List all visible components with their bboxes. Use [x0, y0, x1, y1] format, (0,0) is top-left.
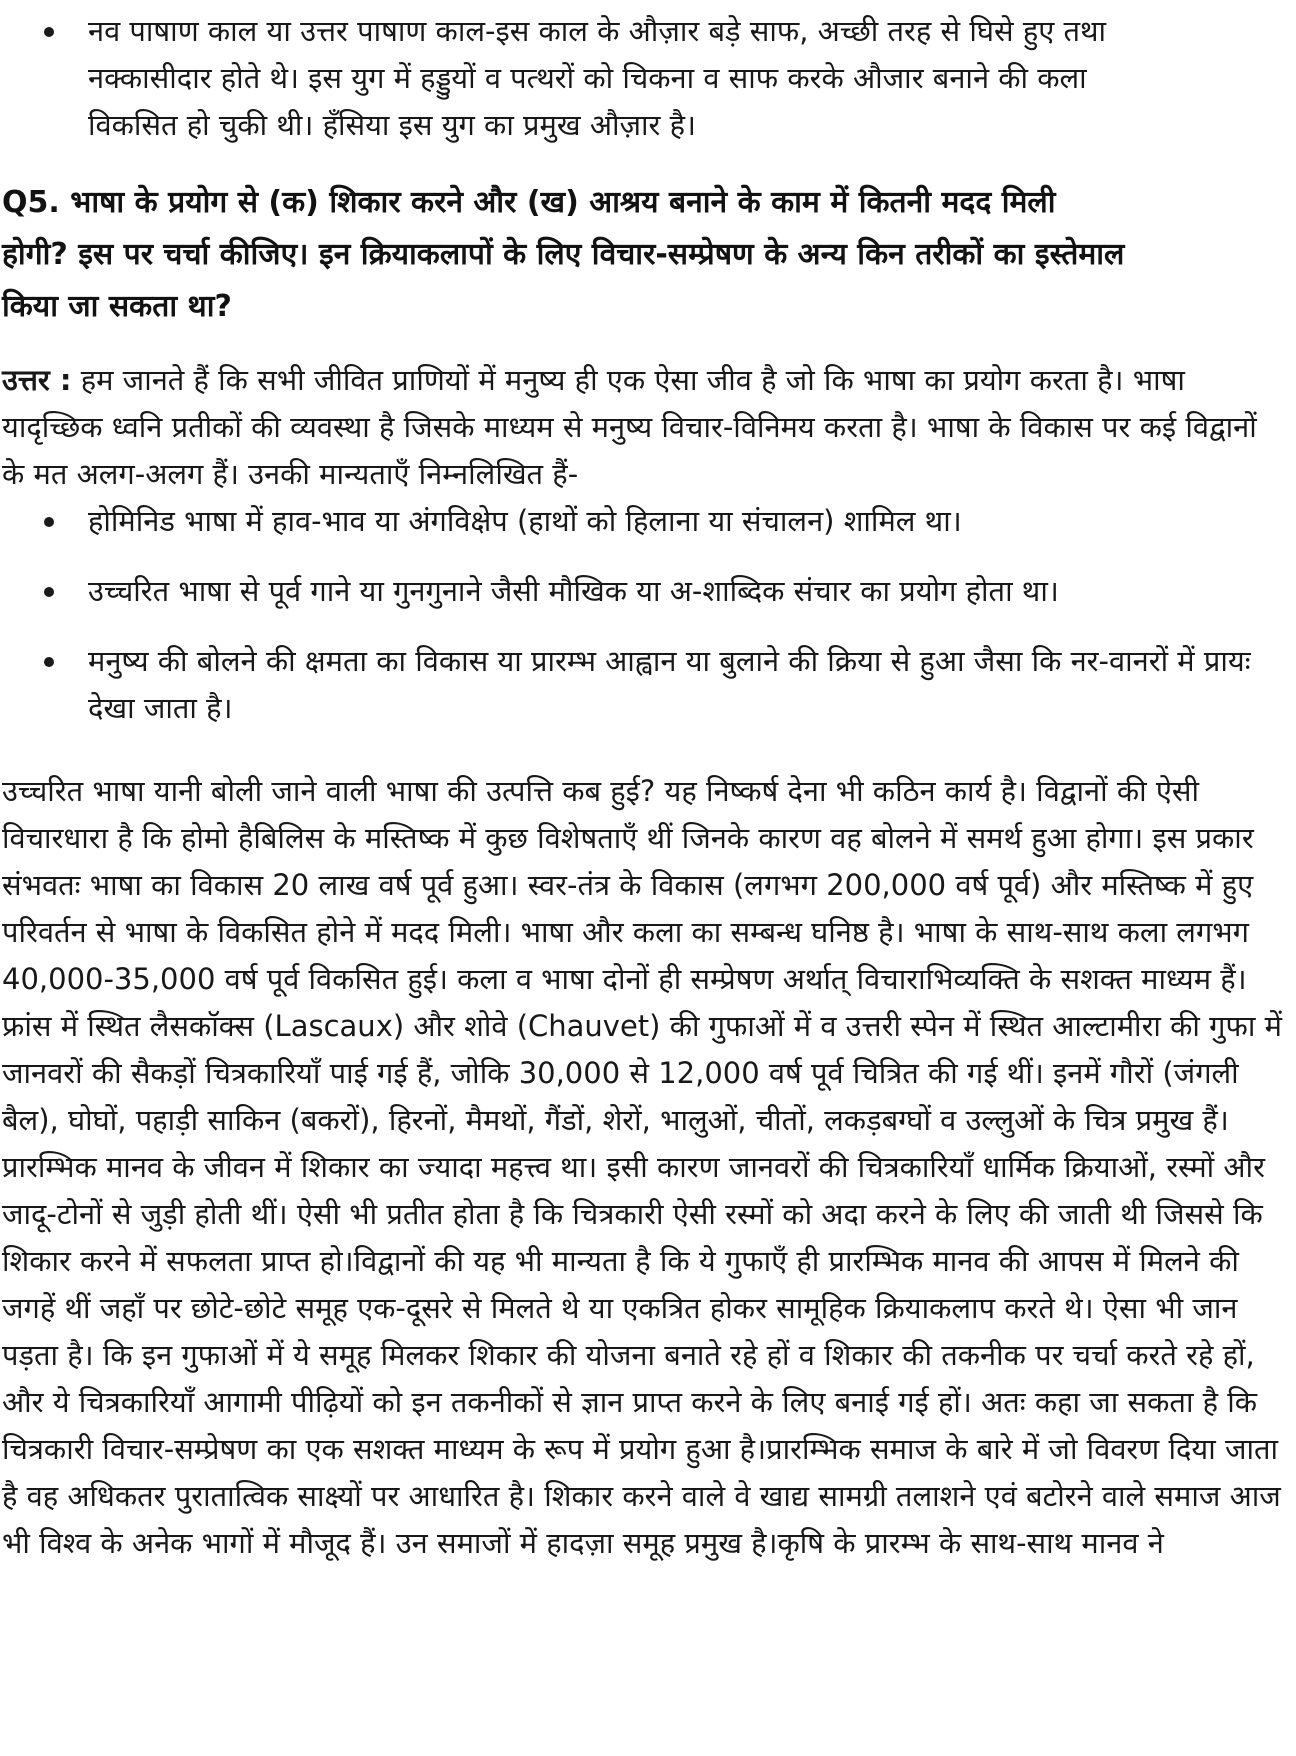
answer-bullet-text: मनुष्य की बोलने की क्षमता का विकास या प्रारम्भ आह्वान या बुलाने की क्रिया से हुआ जैसा कि नर-वानरों में प्रायः देखा जाता है।	[88, 644, 1251, 725]
bullet-icon	[44, 587, 54, 597]
list-item	[0, 8, 1296, 149]
answer-intro-text: हम जानते हैं कि सभी जीवित प्राणियों में मनुष्य ही एक ऐसा जीव है जो कि भाषा का प्रयोग करता है। भाषा यादृच्छिक ध्वनि प्रतीकों की व्यवस्था है जिसके माध्यम से मनुष्य विचार-विनिमय करता है। भाषा के विकास पर कई विद्वानों के मत अलग-अलग हैं। उनकी मान्यताएँ निम्नलिखित हैं-	[2, 363, 1257, 491]
list-item	[0, 638, 1296, 732]
intro-bullet-text: नव पाषाण काल या उत्तर पाषाण काल-इस काल के औज़ार बड़े साफ, अच्छी तरह से घिसे हुए तथा नक्कासीदार होते थे। इस युग में हड्डुयों व पत्थरों को चिकना व साफ करके औजार बनाने की कला विकसित हो चुकी थी। हँसिया इस युग का प्रमुख औज़ार है।	[88, 14, 1107, 142]
answer-bullet-text: उच्चरित भाषा से पूर्व गाने या गुनगुनाने जैसी मौखिक या अ-शाब्दिक संचार का प्रयोग होता था।	[88, 574, 1059, 608]
bullet-icon	[44, 657, 54, 667]
list-item	[0, 498, 1296, 545]
bullet-icon	[44, 517, 54, 527]
answer-bullet-text: होमिनिड भाषा में हाव-भाव या अंगविक्षेप (हाथों को हिलाना या संचालन) शामिल था।	[88, 504, 962, 538]
question-number: Q5.	[2, 185, 60, 220]
intro-bullet-list	[0, 8, 1296, 149]
answer-intro-paragraph	[0, 357, 1296, 498]
question-text: भाषा के प्रयोग से (क) शिकार करने और (ख) आश्रय बनाने के काम में कितनी मदद मिली होगी? इस पर चर्चा कीजिए। इन क्रियाकलापों के लिए विचार-सम्प्रेषण के अन्य किन तरीकों का इस्तेमाल किया जा सकता था?	[2, 185, 1125, 324]
answer-bullet-list	[0, 498, 1296, 732]
question-heading	[0, 177, 1296, 333]
answer-label: उत्तर :	[2, 363, 72, 397]
bullet-icon	[44, 27, 54, 37]
answer-body-paragraph: उच्चरित भाषा यानी बोली जाने वाली भाषा की उत्पत्ति कब हुई? यह निष्कर्ष देना भी कठिन कार्य है। विद्वानों की ऐसी विचारधारा है कि होमो हैबिलिस के मस्तिष्क में कुछ विशेषताएँ थीं जिनके कारण वह बोलने में समर्थ हुआ होगा। इस प्रकार संभवतः भाषा का विकास 20 लाख वर्ष पूर्व हुआ। स्वर-तंत्र के विकास (लगभग 200,000 वर्ष पूर्व) और मस्तिष्क में हुए परिवर्तन से भाषा के विकसित होने में मदद मिली। भाषा और कला का सम्बन्ध घनिष्ठ है। भाषा के साथ-साथ कला लगभग 40,000-35,000 वर्ष पूर्व विकसित हुई। कला व भाषा दोनों ही सम्प्रेषण अर्थात् विचाराभिव्यक्ति के सशक्त माध्यम हैं।फ्रांस में स्थित लैसकॉक्स (Lascaux) और शोवे (Chauvet) की गुफाओं में व उत्तरी स्पेन में स्थित आल्टामीरा की गुफा में जानवरों की सैकड़ों चित्रकारियाँ पाई गई हैं, जोकि 30,000 से 12,000 वर्ष पूर्व चित्रित की गई थीं। इनमें गौरों (जंगली बैल), घोघों, पहाड़ी साकिन (बकरों), हिरनों, मैमथों, गैंडों, शेरों, भालुओं, चीतों, लकड़बग्घों व उल्लुओं के चित्र प्रमुख हैं।प्रारम्भिक मानव के जीवन में शिकार का ज्यादा महत्त्व था। इसी कारण जानवरों की चित्रकारियाँ धार्मिक क्रियाओं, रस्मों और जादू-टोनों से जुड़ी होती थीं। ऐसी भी प्रतीत होता है कि चित्रकारी ऐसी रस्मों को अदा करने के लिए की जाती थी जिससे कि शिकार करने में सफलता प्राप्त हो।विद्वानों की यह भी मान्यता है कि ये गुफाएँ ही प्रारम्भिक मानव की आपस में मिलने की जगहें थीं जहाँ पर छोटे-छोटे समूह एक-दूसरे से मिलते थे या एकत्रित होकर सामूहिक क्रियाकलाप करते थे। ऐसा भी जान पड़ता है। कि इन गुफाओं में ये समूह मिलकर शिकार की योजना बनाते रहे हों व शिकार की तकनीक पर चर्चा करते रहे हों, और ये चित्रकारियाँ आगामी पीढ़ियों को इन तकनीकों से ज्ञान प्राप्त करने के लिए बनाई गई हों। अतः कहा जा सकता है कि चित्रकारी विचार-सम्प्रेषण का एक सशक्त माध्यम के रूप में प्रयोग हुआ है।प्रारम्भिक समाज के बारे में जो विवरण दिया जाता है वह अधिकतर पुरातात्विक साक्ष्यों पर आधारित है। शिकार करने वाले वे खाद्य सामग्री तलाशने एवं बटोरने वाले समाज आज भी विश्व के अनेक भागों में मौजूद हैं। उन समाजों में हादज़ा समूह प्रमुख है।कृषि के प्रारम्भ के साथ-साथ मानव ने	[2, 774, 1282, 1560]
list-item	[0, 568, 1296, 615]
